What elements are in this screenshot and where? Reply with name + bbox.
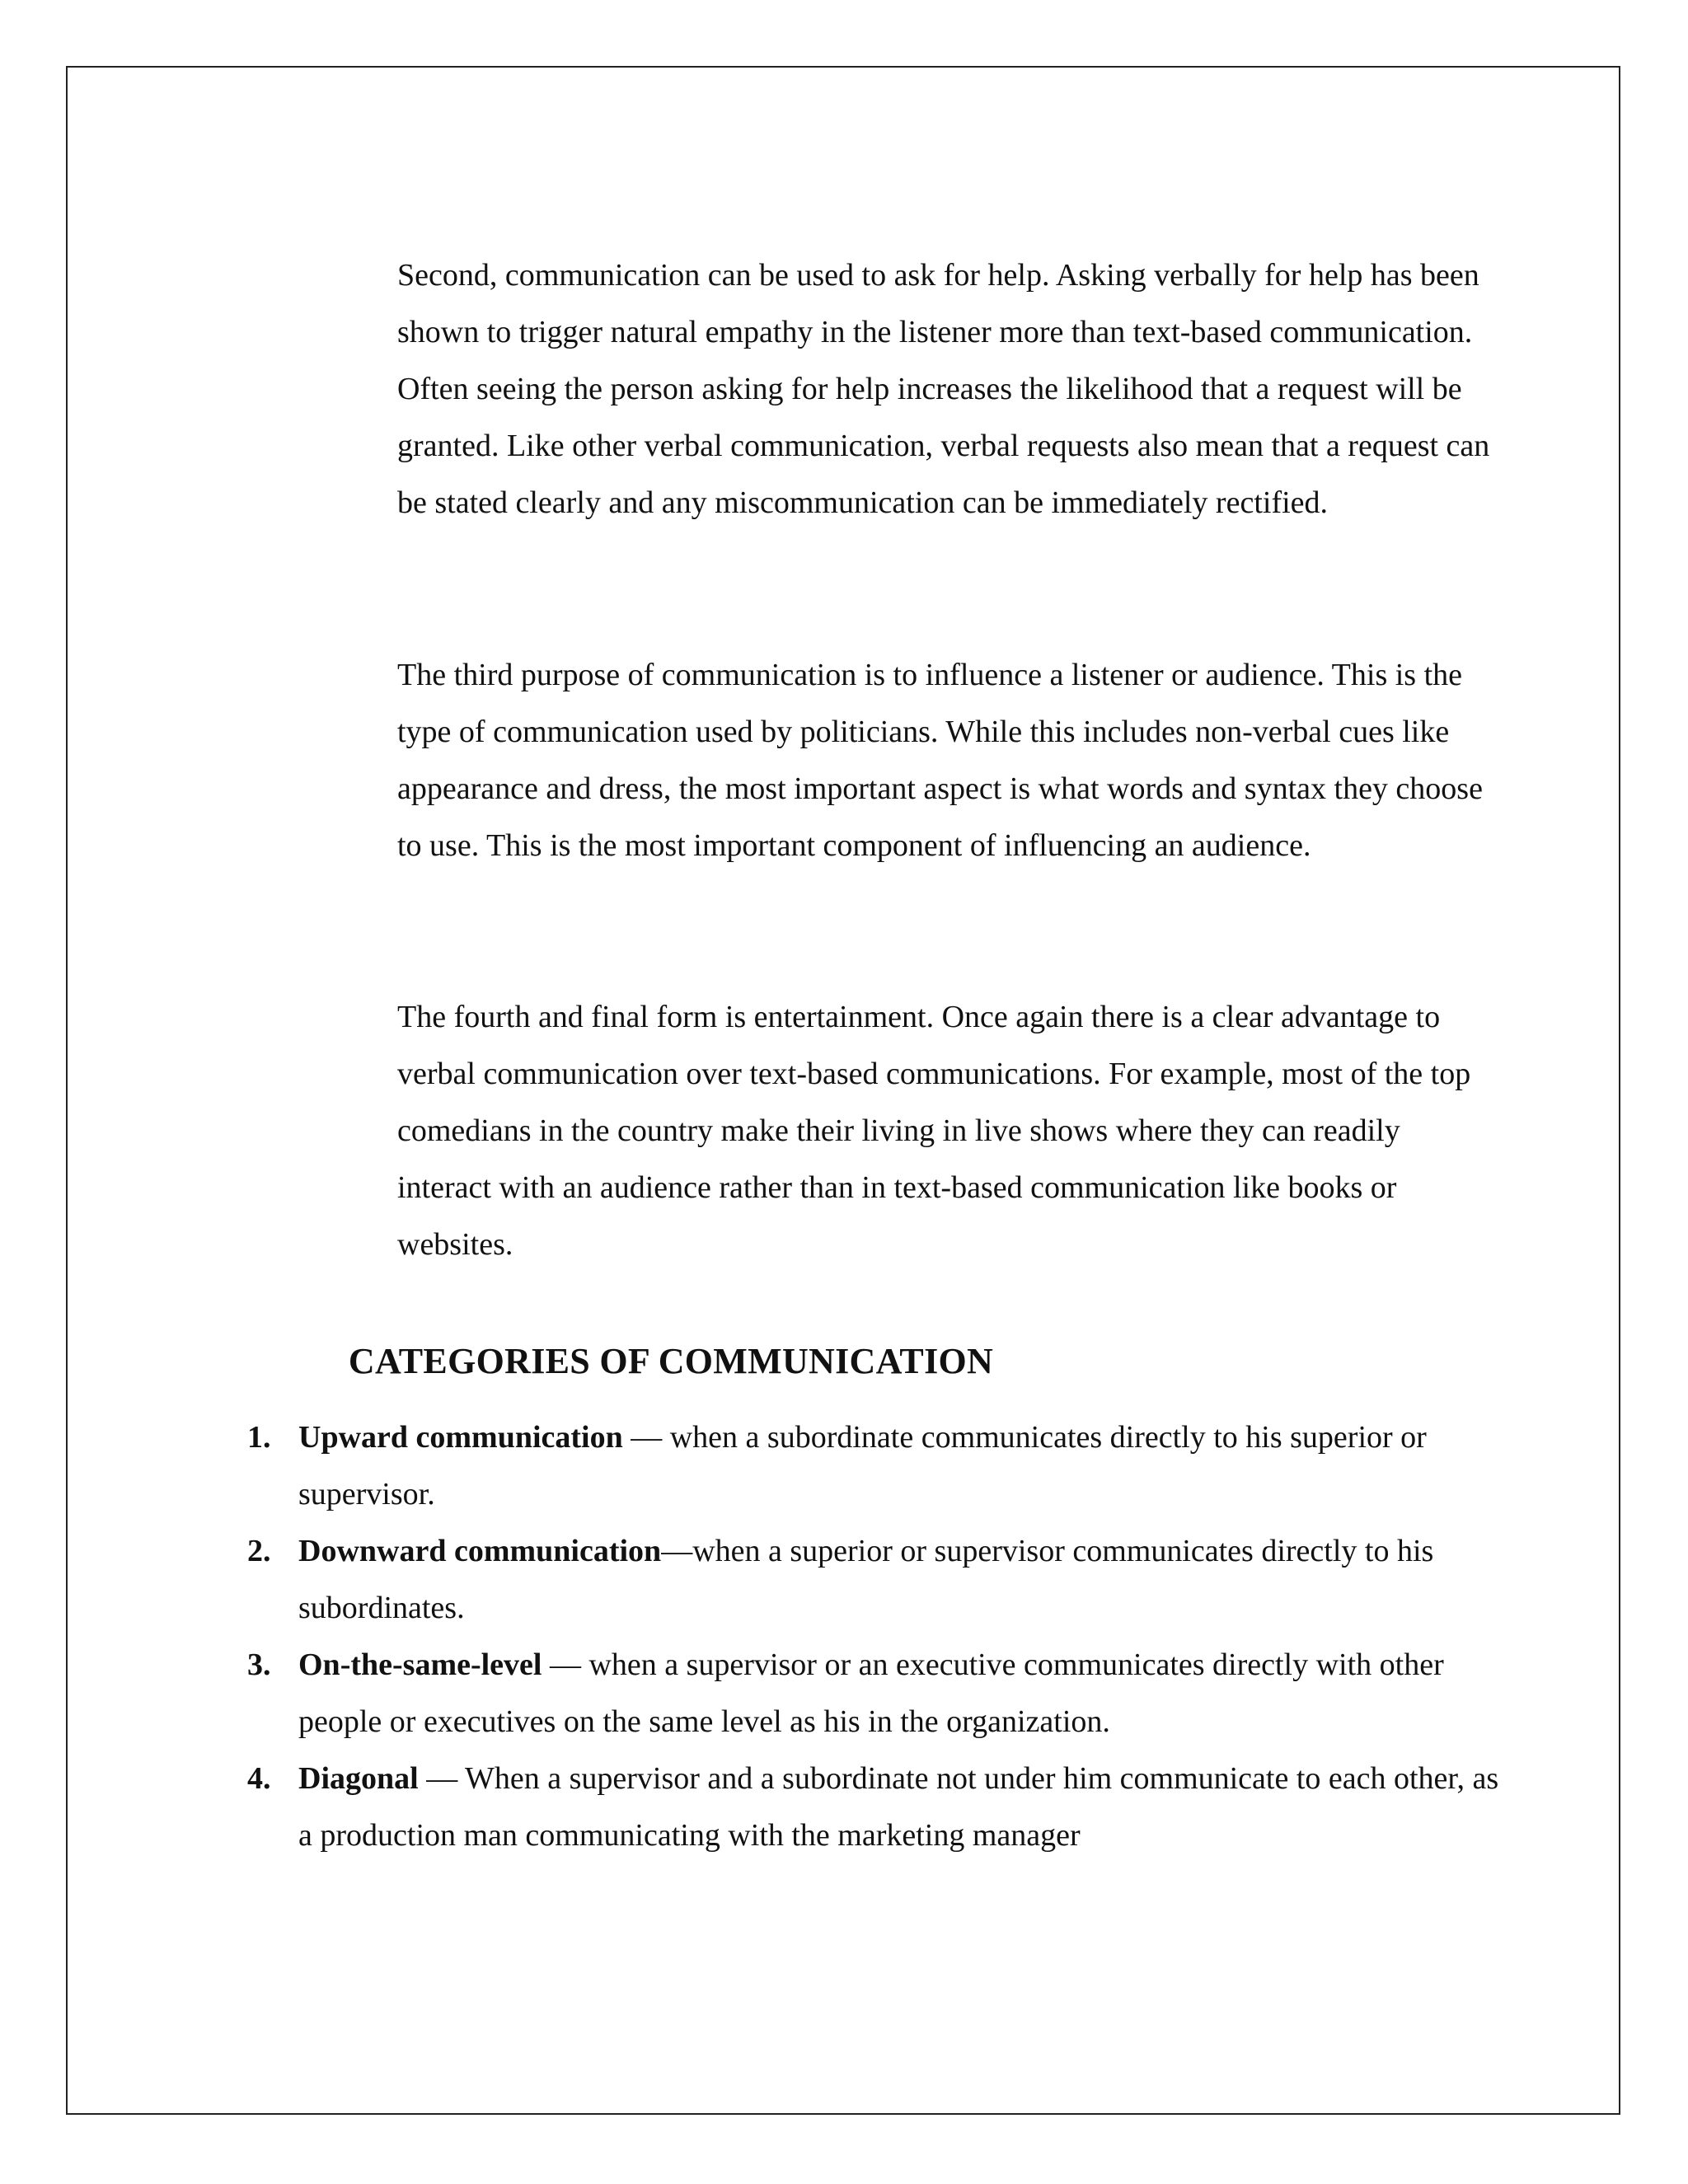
list-item-number: 3.: [247, 1647, 271, 1682]
list-item-number: 2.: [247, 1534, 271, 1568]
paragraph-influence: The third purpose of communication is to influence a listener or audience. This is the type of communication used by politicians. While this includes non-verbal cues like appearance and dress, the most important aspect is what words and syntax they choose to use. This is the most important component of influencing an audience.: [397, 658, 1483, 863]
list-item: [247, 1523, 1500, 1637]
list-item-term: Diagonal: [298, 1761, 419, 1796]
paragraph-entertainment: The fourth and final form is entertainment. Once again there is a clear advantage to verbal communication over text-based communications. For example, most of the top comedians in the country make their living in live shows where they can readily interact with an audience rather than in text-based communication like books or websites.: [397, 1000, 1471, 1262]
list-item-term: Upward communication: [298, 1420, 623, 1455]
list-item-description: — when a subordinate communicates directly to his superior or supervisor.: [298, 1420, 1427, 1511]
section-heading-text: CATEGORIES OF COMMUNICATION: [348, 1341, 994, 1381]
list-item-description: —when a superior or supervisor communicates directly to his subordinates.: [298, 1534, 1434, 1625]
list-item: [247, 1409, 1500, 1523]
paragraph-asking-for-help: Second, communication can be used to ask for help. Asking verbally for help has been shown to trigger natural empathy in the listener more than text-based communication. Often seeing the person asking for help increases the likelihood that a request will be granted. Like other verbal communication, verbal requests also mean that a request can be stated clearly and any miscommunication can be immediately rectified.: [397, 258, 1490, 520]
list-item-number: 4.: [247, 1761, 271, 1796]
list-item-term: On-the-same-level: [298, 1647, 542, 1682]
categories-list: [247, 1409, 1500, 1864]
list-item-description: — When a supervisor and a subordinate not under him communicate to each other, as a production man communicating with the marketing manager: [298, 1761, 1499, 1853]
list-item: [247, 1637, 1500, 1750]
list-item-description: — when a supervisor or an executive communicates directly with other people or executives on the same level as his in the organization.: [298, 1647, 1444, 1739]
list-item: [247, 1750, 1500, 1864]
list-item-number: 1.: [247, 1420, 271, 1455]
section-heading: [0, 1337, 1688, 1386]
list-item-term: Downward communication: [298, 1534, 662, 1568]
